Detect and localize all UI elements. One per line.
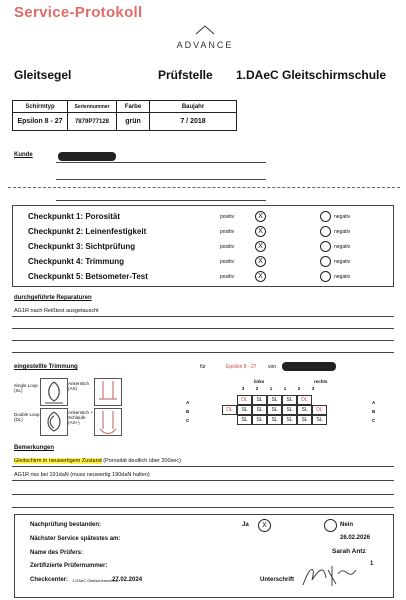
advance-logo	[160, 22, 250, 50]
trim-for-value: Epsilon 8 - 27	[226, 364, 257, 370]
trim-row	[222, 395, 342, 405]
cert-number-label: Zertifizierte Prüfernummer:	[30, 563, 108, 569]
trim-grid	[222, 386, 320, 391]
trim-col-num: 1	[283, 386, 287, 391]
remarks-heading: Bemerkungen	[14, 445, 55, 451]
double-loop-icon	[41, 409, 67, 435]
checkcenter-value: 1.DAeC Gleitschirmschule	[72, 578, 119, 583]
checkpoint-label-3: Checkpunkt 3: Sichtprüfung	[28, 242, 136, 251]
checkpoint-positive-checkbox-1[interactable]: X	[255, 211, 266, 222]
meta-value-serial: 7879P77128	[68, 113, 117, 131]
checkpoint-positive-2: positiv	[220, 229, 235, 235]
checkcenter-date: 27.02.2024	[112, 577, 143, 583]
checkpoint-negative-2: negativ	[334, 229, 351, 235]
checkpoint-negative-checkbox-3[interactable]	[320, 241, 331, 252]
remarks-highlight: Gleitschirm in neuwertigem Zustand	[14, 458, 102, 464]
trim-cell: SL	[282, 395, 297, 405]
ankerstich-schlaufe-label: Ankerstich + Schlaufe (AS+)	[68, 410, 93, 425]
trim-cell: SL	[237, 415, 252, 425]
single-loop-label: Single Loop (SL)	[14, 383, 38, 393]
trim-col-num: 2	[297, 386, 301, 391]
trim-cell: SL	[297, 415, 312, 425]
meta-value-year: 7 / 2018	[150, 113, 237, 131]
yes-label: Ja	[242, 522, 249, 528]
trim-right-label: rechts	[314, 379, 328, 384]
trim-row-label: B	[372, 409, 376, 414]
checkpoint-label-1: Checkpunkt 1: Porosität	[28, 212, 121, 221]
trim-cell	[312, 395, 327, 405]
trim-cell: SL	[267, 395, 282, 405]
trim-for-label: für	[200, 364, 206, 370]
checkpoint-label-5: Checkpunkt 5: Betsometer-Test	[28, 272, 148, 281]
checkpoint-label-4: Checkpunkt 4: Trimmung	[28, 257, 125, 266]
repairs-heading: durchgeführte Reparaturen	[14, 295, 92, 301]
trim-cell	[327, 395, 342, 405]
trim-cell: SL	[267, 405, 282, 415]
trim-cell	[222, 395, 237, 405]
repairs-line-1	[12, 316, 394, 317]
signature-label: Unterschrift	[260, 577, 295, 583]
signature	[298, 560, 358, 595]
checkpoint-negative-checkbox-2[interactable]	[320, 226, 331, 237]
trim-left-label: links	[254, 379, 265, 384]
checkpoint-negative-5: negativ	[334, 274, 351, 280]
inspector-name-value: Sarah Antz	[332, 548, 366, 555]
checkpoint-row-3	[28, 240, 388, 255]
trim-cell: SL	[297, 405, 312, 415]
customer-line-3	[56, 200, 266, 201]
trim-row	[222, 405, 342, 415]
trim-cell: SL	[252, 415, 267, 425]
meta-header-type: Schirmtyp	[13, 101, 68, 113]
meta-header-color: Farbe	[117, 101, 150, 113]
trim-col-numbers	[222, 386, 320, 391]
trim-row	[222, 415, 342, 425]
redacted-customer-name	[58, 152, 116, 161]
meta-table	[12, 100, 237, 131]
checkpoint-row-2	[28, 225, 388, 240]
remarks-line-1-rest: (Porosität deutlich über 200sec)	[101, 458, 181, 464]
checkpoint-row-1	[28, 210, 388, 225]
loop-knot-icon	[41, 379, 67, 405]
checkpoint-row-4	[28, 255, 388, 270]
repairs-text: AG1R nach Reißtest ausgetauscht	[14, 308, 99, 314]
no-label: Nein	[340, 522, 354, 528]
passed-label: Nachprüfung bestanden:	[30, 522, 102, 528]
checkpoint-positive-3: positiv	[220, 244, 235, 250]
trim-cell: DL	[222, 405, 237, 415]
checkpoint-list	[28, 210, 388, 285]
checkpoint-negative-checkbox-1[interactable]	[320, 211, 331, 222]
checkpoint-positive-4: positiv	[220, 259, 235, 265]
trim-cell: DL	[312, 405, 327, 415]
trim-col-num: 2	[255, 386, 259, 391]
meta-value-type: Epsilon 8 - 27	[13, 113, 68, 131]
double-loop-label: Double Loop (DL)	[14, 412, 40, 422]
trim-row-labels-left	[186, 398, 189, 425]
checkpoint-negative-4: negativ	[334, 259, 351, 265]
brand-name: ADVANCE	[176, 40, 234, 50]
anchor-knot-icon	[95, 379, 121, 405]
remarks-line-1	[14, 458, 181, 464]
remarks-rule-1	[12, 466, 394, 467]
repairs-line-3	[12, 340, 394, 341]
trim-cell: SL	[252, 405, 267, 415]
customer-label: Kunde	[14, 152, 33, 158]
ankerstich-diagram	[94, 378, 122, 406]
single-loop-diagram	[40, 378, 68, 406]
checkpoint-negative-1: negativ	[334, 214, 351, 220]
double-loop-diagram	[40, 408, 68, 436]
remarks-line-2: AG1R riss bei 191daN (muss neuwertig 190daN halten)	[14, 472, 150, 478]
checkpoint-negative-checkbox-5[interactable]	[320, 271, 331, 282]
trim-cell: DL	[297, 395, 312, 405]
trim-row-label: C	[186, 418, 190, 423]
trim-row-label: A	[372, 400, 376, 405]
trim-cell: DL	[237, 395, 252, 405]
redacted-owner-name	[282, 362, 336, 371]
repairs-line-2	[12, 328, 394, 329]
checkpoint-negative-3: negativ	[334, 244, 351, 250]
trim-table	[222, 395, 342, 425]
trim-row-label: B	[186, 409, 190, 414]
remarks-rule-2	[12, 480, 394, 481]
meta-value-color: grün	[117, 113, 150, 131]
ankerstich-schlaufe-diagram	[94, 408, 122, 436]
trim-cell	[327, 415, 342, 425]
checkcenter-label: Checkcenter:	[30, 577, 69, 583]
checkpoint-positive-checkbox-5[interactable]: X	[255, 271, 266, 282]
customer-line-2	[56, 179, 266, 180]
trim-cell: SL	[252, 395, 267, 405]
trim-heading: eingestellte Trimmung	[14, 364, 78, 370]
trim-row-label: C	[372, 418, 376, 423]
trim-cell	[222, 415, 237, 425]
checkpoint-positive-checkbox-2[interactable]: X	[255, 226, 266, 237]
trim-cell: SL	[267, 415, 282, 425]
remarks-rule-3	[12, 494, 394, 495]
trim-row-labels-right	[372, 398, 375, 425]
trim-cell: SL	[282, 405, 297, 415]
trim-col-num: 3	[241, 386, 245, 391]
no-checkbox[interactable]	[324, 519, 337, 532]
next-service-label: Nächster Service spätestes am:	[30, 536, 121, 542]
customer-line-1	[56, 162, 266, 163]
checkpoint-label-2: Checkpunkt 2: Leinenfestigkeit	[28, 227, 147, 236]
cert-number-value: 1	[370, 561, 374, 567]
trim-col-num: 3	[311, 386, 315, 391]
repairs-line-4	[12, 352, 394, 353]
inspector-name-label: Name des Prüfers:	[30, 550, 84, 556]
checkpoint-positive-5: positiv	[220, 274, 235, 280]
checkpoint-positive-checkbox-4[interactable]: X	[255, 256, 266, 267]
checkpoint-negative-checkbox-4[interactable]	[320, 256, 331, 267]
document-title: Service-Protokoll	[14, 4, 143, 21]
meta-header-year: Baujahr	[150, 101, 237, 113]
trim-cell: SL	[312, 415, 327, 425]
yes-checkbox[interactable]: X	[258, 519, 271, 532]
checkpoint-positive-1: positiv	[220, 214, 235, 220]
middle-heading: Prüfstelle	[158, 68, 213, 82]
trim-cell: SL	[282, 415, 297, 425]
next-service-value: 26.02.2026	[340, 535, 371, 541]
trim-von-label: von	[268, 364, 277, 370]
trim-row-label: A	[186, 400, 190, 405]
checkpoint-positive-checkbox-3[interactable]: X	[255, 241, 266, 252]
anchor-loop-icon	[95, 409, 121, 435]
trim-cell	[327, 405, 342, 415]
advance-chevron-icon	[194, 25, 216, 35]
left-heading: Gleitsegel	[14, 68, 72, 82]
remarks-rule-4	[12, 507, 394, 508]
meta-header-serial: Seriennummer	[68, 101, 117, 113]
ankerstich-label: Ankerstich (AS)	[68, 381, 90, 391]
separator-line	[8, 187, 400, 188]
trim-cell: SL	[237, 405, 252, 415]
trim-col-num: 1	[269, 386, 273, 391]
checkpoint-row-5	[28, 270, 388, 285]
right-heading: 1.DAeC Gleitschirmschule	[236, 68, 387, 82]
signature-scribble-icon	[298, 560, 358, 590]
